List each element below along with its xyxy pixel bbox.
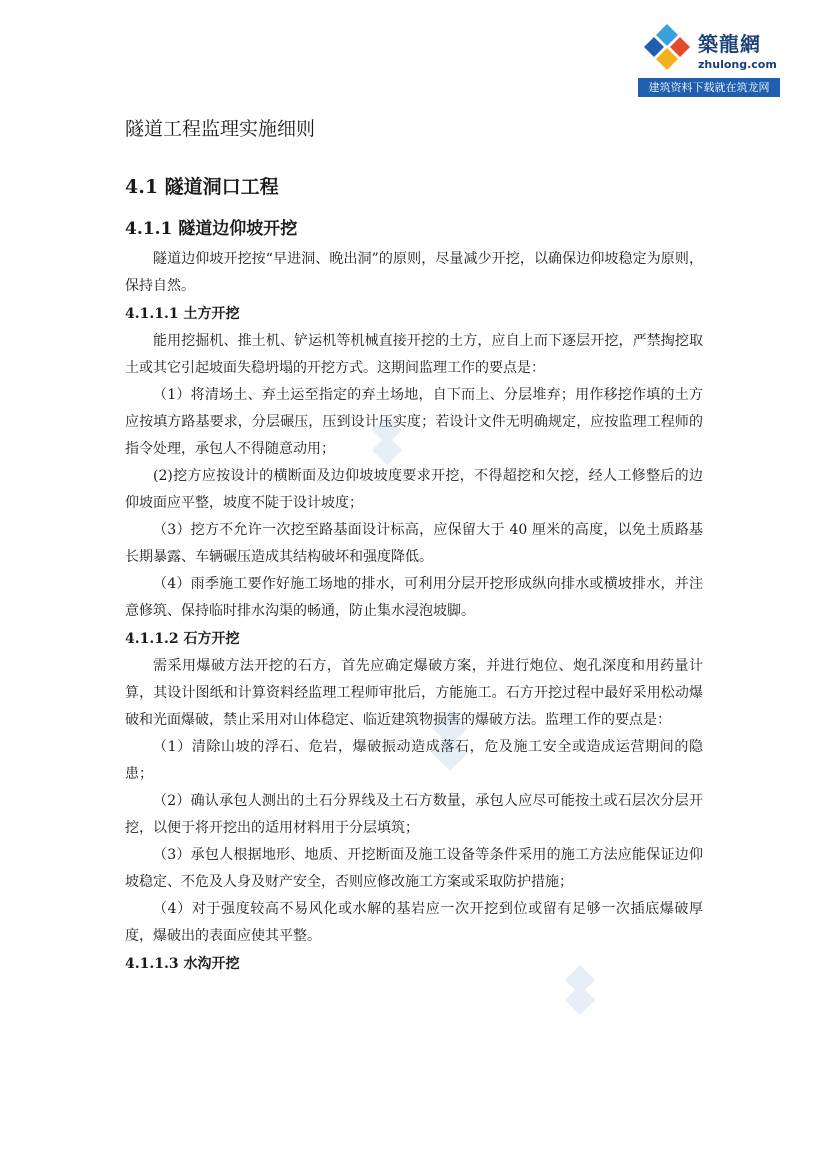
subsection-intro: 隧道边仰坡开挖按“早进洞、晚出洞”的原则，尽量减少开挖，以确保边仰坡稳定为原则，保持自然。 — [125, 251, 703, 294]
section-heading: 4.1 隧道洞口工程 — [125, 176, 279, 198]
rock-intro: 需采用爆破方法开挖的石方，首先应确定爆破方案，并进行炮位、炮孔深度和用药量计算，其设计图纸和计算资料经监理工程师审批后，方能施工。石方开挖过程中最好采用松动爆破和光面爆破，禁止采用对山体稳定、临近建筑物损害的爆破方法。监理工作的要点是： — [125, 658, 703, 728]
ditch-heading: 4.1.1.3 水沟开挖 — [125, 956, 240, 972]
logo-domain: zhulong.com — [698, 58, 777, 71]
rock-item: （1）清除山坡的浮石、危岩，爆破振动造成落石，危及施工安全或造成运营期间的隐患； — [125, 739, 703, 782]
rock-item: （3）承包人根据地形、地质、开挖断面及施工设备等条件采用的施工方法应能保证边仰坡稳定、不危及人身及财产安全，否则应修改施工方案或采取防护措施； — [125, 847, 703, 890]
rock-item: （4）对于强度较高不易风化或水解的基岩应一次开挖到位或留有足够一次插底爆破厚度，爆破出的表面应使其平整。 — [125, 901, 703, 944]
earth-item: (2)挖方应按设计的横断面及边仰坡坡度要求开挖，不得超挖和欠挖，经人工修整后的边仰坡面应平整，坡度不陡于设计坡度； — [125, 468, 703, 511]
earth-item: （4）雨季施工要作好施工场地的排水，可利用分层开挖形成纵向排水或横坡排水，并注意修筑、保持临时排水沟渠的畅通，防止集水浸泡坡脚。 — [125, 576, 703, 619]
earth-heading: 4.1.1.1 土方开挖 — [125, 306, 240, 322]
logo-name: 築龍網 — [698, 32, 761, 56]
rock-item: （2）确认承包人测出的土石分界线及土石方数量，承包人应尽可能按土或石层次分层开挖，以便于将开挖出的适用材料用于分层填筑； — [125, 793, 703, 836]
document-title: 隧道工程监理实施细则 — [125, 118, 316, 140]
subsection-heading: 4.1.1 隧道边仰坡开挖 — [125, 219, 298, 239]
earth-item: （1）将清场土、弃土运至指定的弃土场地，自下而上、分层堆弃；用作移挖作填的土方应按填方路基要求，分层碾压，压到设计压实度；若设计文件无明确规定，应按监理工程师的指令处理，承包人不得随意动用； — [125, 387, 703, 457]
logo-tagline: 建筑资料下载就在筑龙网 — [638, 78, 780, 97]
zhulong-logo[interactable] — [638, 18, 780, 98]
earth-item: （3）挖方不允许一次挖至路基面设计标高，应保留大于 40 厘米的高度，以免土质路基长期暴露、车辆碾压造成其结构破坏和强度降低。 — [125, 522, 703, 565]
logo-diamond-icon — [642, 22, 692, 72]
rock-heading: 4.1.1.2 石方开挖 — [125, 631, 240, 647]
earth-intro: 能用挖掘机、推土机、铲运机等机械直接开挖的土方，应自上而下逐层开挖，严禁掏挖取土或其它引起坡面失稳坍塌的开挖方式。这期间监理工作的要点是： — [125, 333, 703, 376]
document-body — [125, 112, 703, 978]
